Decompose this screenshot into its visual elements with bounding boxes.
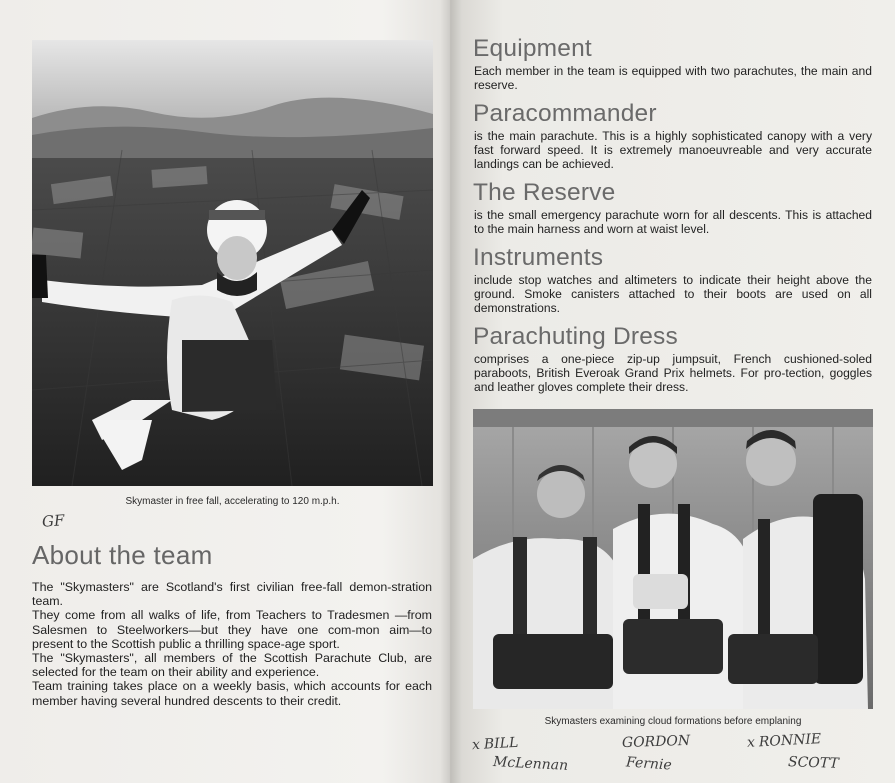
paracommander-title: Paracommander — [473, 100, 657, 127]
freefall-photo — [32, 40, 433, 486]
about-paragraph: Team training takes place on a weekly basis, which accounts for each member having several hundred descents to their credit. — [32, 679, 432, 708]
about-title: About the team — [32, 540, 213, 570]
signature-last-name: McLennan — [492, 754, 569, 774]
signature-first-name — [472, 735, 519, 753]
about-paragraph: The "Skymasters" are Scotland's first civilian free-fall demon-stration team. — [32, 580, 432, 609]
signature-first-name: GORDON — [621, 732, 691, 752]
signature-mark: x — [471, 736, 481, 754]
signature-text: RONNIE — [758, 731, 822, 751]
freefall-caption: Skymaster in free fall, accelerating to 120 m.p.h. — [125, 496, 340, 507]
team-caption: Skymasters examining cloud formations before emplaning — [544, 716, 802, 727]
signature-last-name: Fernie — [625, 754, 673, 774]
paracommander-body: is the main parachute. This is a highly sophisticated canopy with a very fast forward speed. It is extremely manoeuvreable and very accurate landings can be achieved. — [474, 129, 872, 172]
about-paragraph: The "Skymasters", all members of the Scottish Parachute Club, are selected for the team on their ability and experience. — [32, 651, 432, 680]
about-body — [32, 580, 432, 708]
dress-title: Parachuting Dress — [473, 323, 678, 350]
signature-text: BILL — [483, 734, 519, 753]
handwritten-initials: GF — [41, 511, 65, 531]
instruments-title: Instruments — [473, 244, 604, 271]
team-photo — [473, 409, 873, 709]
page-fold — [440, 0, 462, 783]
about-paragraph: They come from all walks of life, from Teachers to Tradesmen —from Salesmen to Steelworkers—but they have one com-mon aim—to present to the Scottish public a thrilling space-age sport. — [32, 608, 432, 651]
reserve-body: is the small emergency parachute worn for all descents. This is attached to the main harness and worn at waist level. — [474, 208, 872, 237]
instruments-body: include stop watches and altimeters to indicate their height above the ground. Smoke canisters attached to their boots are used on all demonstrations. — [474, 273, 872, 316]
dress-body: comprises a one-piece zip-up jumpsuit, French cushioned-soled paraboots, British Everoak Grand Prix helmets. For pro-tection, goggles and leather gloves complete their dress. — [474, 352, 872, 395]
signature-last-name: SCOTT — [787, 754, 839, 772]
equipment-body: Each member in the team is equipped with two parachutes, the main and reserve. — [474, 64, 872, 93]
reserve-title: The Reserve — [473, 179, 616, 206]
signature-mark: x — [746, 734, 756, 751]
equipment-title: Equipment — [473, 35, 592, 62]
